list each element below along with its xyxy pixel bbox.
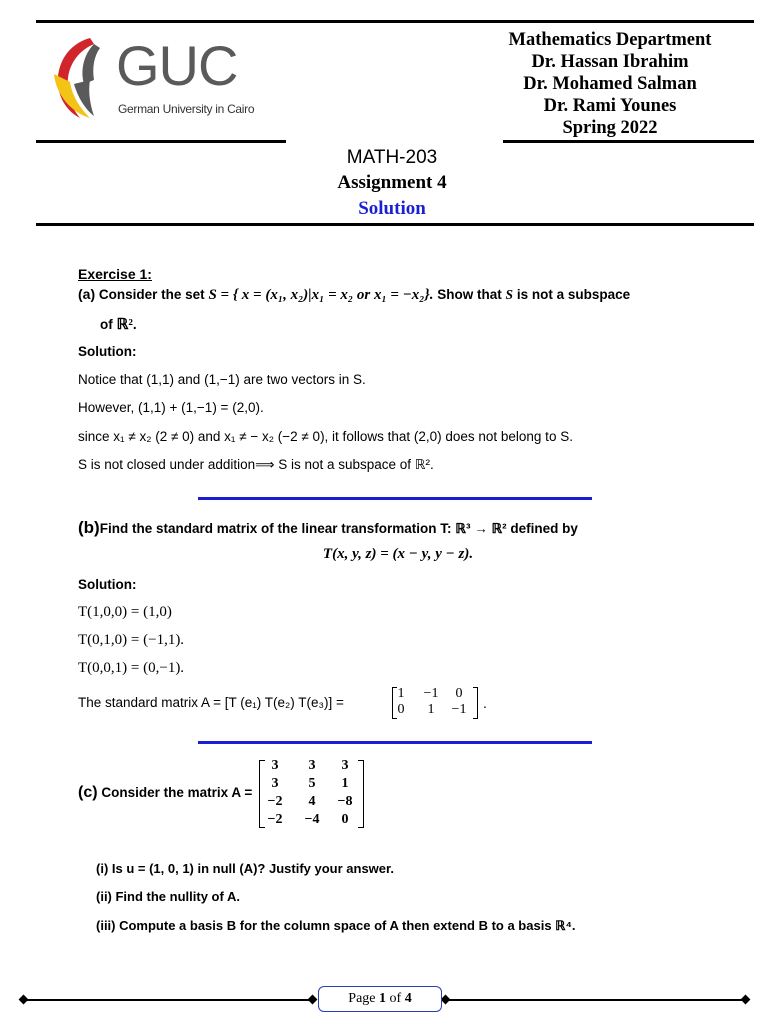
mid-rule-right xyxy=(503,140,754,143)
logo-subtitle: German University in Cairo xyxy=(118,102,255,116)
footer-rule-right xyxy=(446,999,746,1001)
separator-a-b xyxy=(198,497,592,500)
part-c-item-ii: (ii) Find the nullity of A. xyxy=(96,889,240,904)
part-b-label: (b) xyxy=(78,518,100,537)
footer-diamond-left xyxy=(19,995,29,1005)
part-c-cell: 4 xyxy=(308,794,316,809)
footer-rule-left xyxy=(24,999,314,1001)
part-c-cell: 3 xyxy=(341,758,349,773)
header-bottom-rule xyxy=(36,223,754,226)
page-total: 4 xyxy=(404,991,412,1006)
guc-logo-emblem-icon xyxy=(50,34,120,124)
dept-line-1: Mathematics Department xyxy=(508,30,712,50)
part-c-label: (c) xyxy=(78,784,98,801)
mid-rule-left xyxy=(36,140,286,143)
part-b-std-matrix-prefix: The standard matrix A = [T (e₁) T(e₂) T(e₃)] = xyxy=(78,695,344,710)
part-c-cell: −2 xyxy=(267,812,283,827)
part-b-cell: 1 xyxy=(427,702,435,717)
part-b-prompt xyxy=(78,518,578,538)
part-c-cell: 3 xyxy=(271,776,279,791)
part-a-solution-4: S is not closed under addition⟹ S is not a subspace of ℝ². xyxy=(78,457,434,472)
dept-line-2: Dr. Hassan Ibrahim xyxy=(531,52,689,72)
logo-wordmark: GUC xyxy=(116,34,238,97)
part-b-cell: 1 xyxy=(397,686,405,701)
part-c-cell: 1 xyxy=(341,776,349,791)
part-a-solution-1: Notice that (1,1) and (1,−1) are two vectors in S. xyxy=(78,372,366,387)
part-c-item-i: (i) Is u = (1, 0, 1) in null (A)? Justify your answer. xyxy=(96,861,394,876)
course-code: MATH-203 xyxy=(346,147,438,168)
part-a-prompt xyxy=(78,286,630,304)
page-prefix: Page xyxy=(348,991,376,1006)
footer-diamond-mid-right xyxy=(441,995,451,1005)
part-a-label: (a) xyxy=(78,286,96,302)
part-c-cell: 3 xyxy=(308,758,316,773)
guc-logo xyxy=(50,34,255,124)
part-a-solution-2: However, (1,1) + (1,−1) = (2,0). xyxy=(78,400,264,415)
part-b-std-matrix-suffix: . xyxy=(483,695,487,711)
part-b-solution-1: T(1,0,0) = (1,0) xyxy=(78,604,172,620)
part-b-prompt-text: Find the standard matrix of the linear transformation T: ℝ³ → ℝ² defined by xyxy=(99,521,578,536)
separator-b-c xyxy=(198,741,592,744)
solution-title: Solution xyxy=(358,198,426,219)
part-a-prompt-2: Show that xyxy=(437,287,502,302)
footer-diamond-right xyxy=(741,995,751,1005)
part-c-prompt-text: Consider the matrix A = xyxy=(101,785,253,800)
part-c-cell: 5 xyxy=(308,776,316,791)
assignment-title: Assignment 4 xyxy=(337,172,447,193)
page-of: of xyxy=(389,991,402,1006)
part-b-solution-2: T(0,1,0) = (−1,1). xyxy=(78,632,185,648)
part-c-prompt xyxy=(78,784,252,802)
footer-diamond-mid-left xyxy=(308,995,318,1005)
part-b-cell: −1 xyxy=(451,702,467,717)
part-c-cell: 3 xyxy=(271,758,279,773)
part-b-cell: −1 xyxy=(423,686,439,701)
part-b-solution-3: T(0,0,1) = (0,−1). xyxy=(78,660,185,676)
part-b-cell: 0 xyxy=(397,702,405,717)
part-b-formula: T(x, y, z) = (x − y, y − z). xyxy=(322,546,474,562)
part-b-solution-label: Solution: xyxy=(78,577,137,592)
part-c-cell: −8 xyxy=(337,794,353,809)
part-a-space: ℝ² xyxy=(116,317,133,333)
part-a-solution-label: Solution: xyxy=(78,344,137,359)
dept-line-3: Dr. Mohamed Salman xyxy=(523,74,697,94)
part-a-prompt-3: is not a subspace xyxy=(516,287,631,302)
part-a-set-expr: S = { x = (x₁, x₂)|x₁ = x₂ or x₁ = −x₂}. xyxy=(208,287,434,303)
dept-line-4: Dr. Rami Younes xyxy=(543,96,677,116)
part-c-cell: −2 xyxy=(267,794,283,809)
page-number: 1 xyxy=(379,991,387,1006)
part-a-solution-3: since x₁ ≠ x₂ (2 ≠ 0) and x₁ ≠ − x₂ (−2 ≠ 0), it follows that (2,0) does not belong to S. xyxy=(78,429,573,444)
part-a-prompt-1: Consider the set xyxy=(98,287,205,302)
dept-line-5: Spring 2022 xyxy=(562,118,658,138)
part-c-cell: −4 xyxy=(304,812,320,827)
top-rule xyxy=(36,20,754,23)
part-a-set-s: S xyxy=(505,287,514,302)
part-a-prompt-cont: of ℝ². xyxy=(100,317,137,333)
part-b-matrix xyxy=(392,686,482,720)
part-c-item-iii: (iii) Compute a basis B for the column space of A then extend B to a basis ℝ⁴. xyxy=(96,918,576,933)
part-b-solution-4 xyxy=(78,695,344,710)
part-b-cell: 0 xyxy=(455,686,463,701)
exercise-heading: Exercise 1: xyxy=(78,266,152,282)
page-indicator xyxy=(318,986,442,1012)
part-a-prompt-4: of xyxy=(100,317,113,332)
part-c-cell: 0 xyxy=(341,812,349,827)
